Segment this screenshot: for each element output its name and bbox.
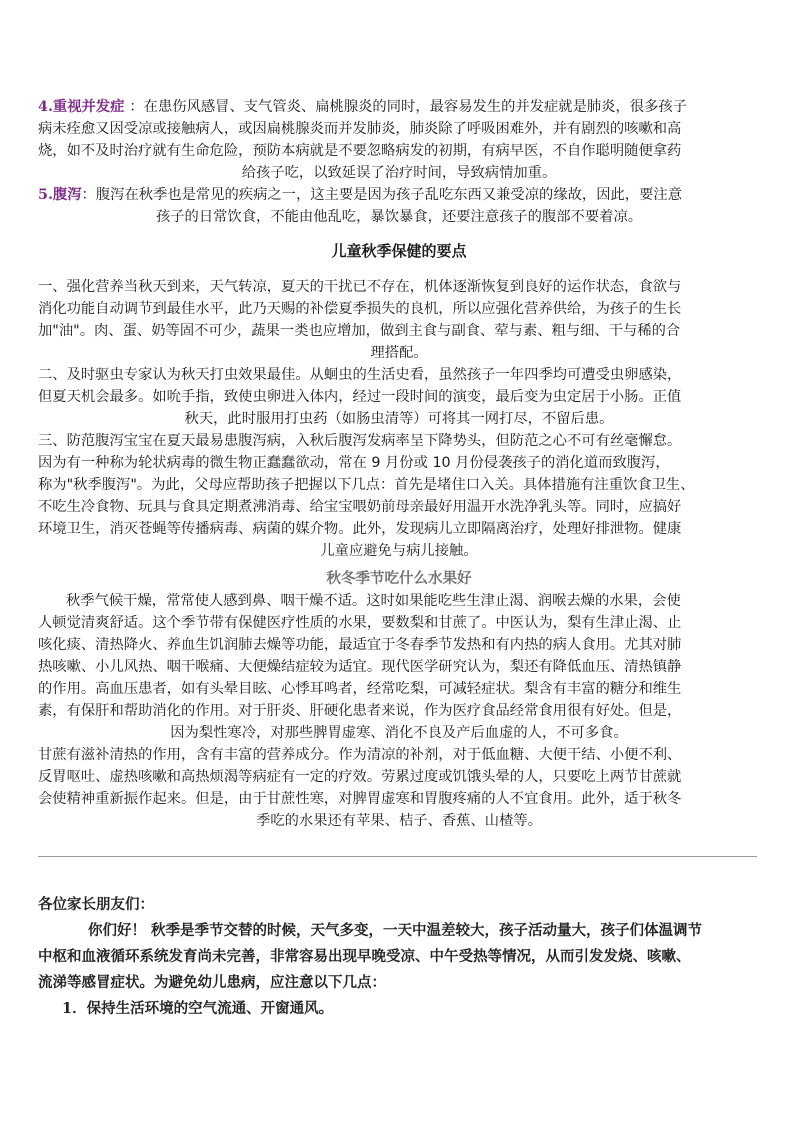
fruit-pear-paragraph (38, 590, 760, 744)
fruit2-line-2: 反胃呕吐、虚热咳嗽和高热烦渴等病症有一定的疗效。劳累过度或饥饿头晕的人，只要吃上两节甘蔗就 (38, 769, 682, 785)
fruit1-line-5: 的作用。高血压患者，如有头晕目眩、心悸耳鸣者，经常吃梨，可减轻症状。梨含有丰富的糖分和维生 (38, 681, 682, 697)
points-title: 儿童秋季保健的要点 (331, 242, 467, 260)
sec5-line-2: 孩子的日常饮食，不能由他乱吃，暴饮暴食，还要注意孩子的腹部不要着凉。 (155, 209, 643, 225)
sec5-label: 5.腹泻 (38, 187, 82, 203)
sec4-line-2: 病未痊愈又因受凉或接触病人，或因扁桃腺炎而并发肺炎，肺炎除了呼吸困难外，并有剧烈的咳嗽和高 (38, 121, 682, 137)
fruit1-line-6: 素，有保肝和帮助消化的作用。对于肝炎、肝硬化患者来说，作为医疗食品经常食用很有好处。但是， (38, 703, 682, 719)
fruit2-line-1: 甘蔗有滋补清热的作用，含有丰富的营养成分。作为清凉的补剂，对于低血糖、大便干结、小便不利、 (38, 747, 682, 763)
parent-letter (38, 892, 760, 1022)
fruit-sugarcane-paragraph (38, 744, 760, 832)
point2-line-3: 秋天，此时服用打虫药（如肠虫清等）可将其一网打尽，不留后患。 (184, 411, 614, 427)
letter-line-1: 你们好！ 秋季是季节交替的时候，天气多变，一天中温差较大，孩子活动量大，孩子们体温调节 (88, 922, 703, 939)
point1-line-4: 理搭配。 (370, 345, 428, 361)
fruit1-line-3: 咳化痰、清热降火、养血生饥润肺去燥等功能，最适宜于冬春季节发热和有内热的病人食用。尤其对肺 (38, 637, 682, 653)
point-nutrition (38, 276, 760, 364)
horizontal-divider (38, 856, 757, 857)
fruit1-line-7: 因为梨性寒冷，对那些脾胃虚寒、消化不良及产后血虚的人，不可多食。 (170, 725, 628, 741)
section-diarrhea (38, 184, 760, 228)
point-deworming (38, 364, 760, 430)
sec4-label: 4.重视并发症 (38, 99, 130, 115)
fruit2-line-4: 季吃的水果还有苹果、桔子、香蕉、山楂等。 (256, 813, 542, 829)
point2-line-1: 二、及时驱虫专家认为秋天打虫效果最佳。从蛔虫的生活史看，虽然孩子一年四季均可遭受虫卵感染， (38, 367, 682, 383)
point3-line-6: 儿童应避免与病儿接触。 (320, 543, 478, 559)
point-diarrhea-prevention (38, 430, 760, 562)
letter-line-2: 中枢和血液循环系统发育尚未完善，非常容易出现早晚受凉、中午受热等情况，从而引发发烧、咳嗽、 (38, 948, 691, 965)
section-complications (38, 96, 760, 184)
point1-line-3: 加"油"。肉、蛋、奶等固不可少，蔬果一类也应增加，做到主食与副食、荤与素、粗与细、干与稀的合 (38, 323, 681, 339)
letter-greeting: 各位家长朋友们： (38, 896, 154, 913)
point3-line-2: 因为有一种称为轮状病毒的微生物正蠢蠢欲动，常在 9 月份或 10 月份侵袭孩子的消化道而致腹泻， (38, 455, 670, 471)
letter-line-3: 流涕等感冒症状。为避免幼儿患病，应注意以下几点： (38, 974, 386, 991)
sec5-line-1: 5.腹泻：腹泻在秋季也是常见的疾病之一，这主要是因为孩子乱吃东西又兼受凉的缘故，因此，要注意 (38, 187, 682, 203)
fruit2-line-3: 会使精神重新振作起来。但是，由于甘蔗性寒，对脾胃虚寒和胃腹疼痛的人不宜食用。此外，适于秋冬 (38, 791, 682, 807)
letter-item-1: 1．保持生活环境的空气流通、开窗通风。 (62, 1000, 334, 1017)
point3-line-5: 环境卫生，消灭苍蝇等传播病毒、病菌的媒介物。此外，发现病儿立即隔离治疗，处理好排泄物。健康 (38, 521, 682, 537)
fruit-title: 秋冬季节吃什么水果好 (326, 571, 472, 587)
fruit1-line-4: 热咳嗽、小儿风热、咽干喉痛、大便燥结症较为适宜。现代医学研究认为，梨还有降低血压、清热镇静 (38, 659, 682, 675)
point2-line-2: 但夏天机会最多。如吮手指，致使虫卵进入体内，经过一段时间的演变，最后变为虫定居于小肠。正值 (38, 389, 682, 405)
sec4-line-1: 4.重视并发症 ：在患伤风感冒、支气管炎、扁桃腺炎的同时，最容易发生的并发症就是肺炎，很多孩子 (38, 99, 687, 115)
point3-line-1: 三、防范腹泻宝宝在夏天最易患腹泻病，入秋后腹泻发病率呈下降势头，但防范之心不可有丝毫懈怠。 (38, 433, 682, 449)
fruit1-line-1: 秋季气候干燥，常常使人感到鼻、咽干燥不适。这时如果能吃些生津止渴、润喉去燥的水果，会使 (66, 593, 681, 609)
point1-line-1: 一、强化营养当秋天到来，天气转凉，夏天的干扰已不存在，机体逐渐恢复到良好的运作状态，食欲与 (38, 279, 682, 295)
point3-line-4: 不吃生冷食物、玩具与食具定期煮沸消毒、给宝宝喂奶前母亲最好用温开水洗净乳头等。同时，应搞好 (38, 499, 682, 515)
fruit1-line-2: 人顿觉清爽舒适。这个季节带有保健医疗性质的水果，要数梨和甘蔗了。中医认为，梨有生津止渴、止 (38, 615, 682, 631)
sec4-line-3: 烧，如不及时治疗就有生命危险，预防本病就是不要忽略病发的初期，有病早医，不自作聪明随便拿药 (38, 143, 682, 159)
point1-line-2: 消化功能自动调节到最佳水平，此乃天赐的补偿夏季损失的良机，所以应强化营养供给，为孩子的生长 (38, 301, 682, 317)
sec4-line-4: 给孩子吃，以致延误了治疗时间，导致病情加重。 (241, 165, 557, 181)
point3-line-3: 称为"秋季腹泻"。为此，父母应帮助孩子把握以下几点：首先是堵住口入关。具体措施有注重饮食卫生、 (38, 477, 695, 493)
